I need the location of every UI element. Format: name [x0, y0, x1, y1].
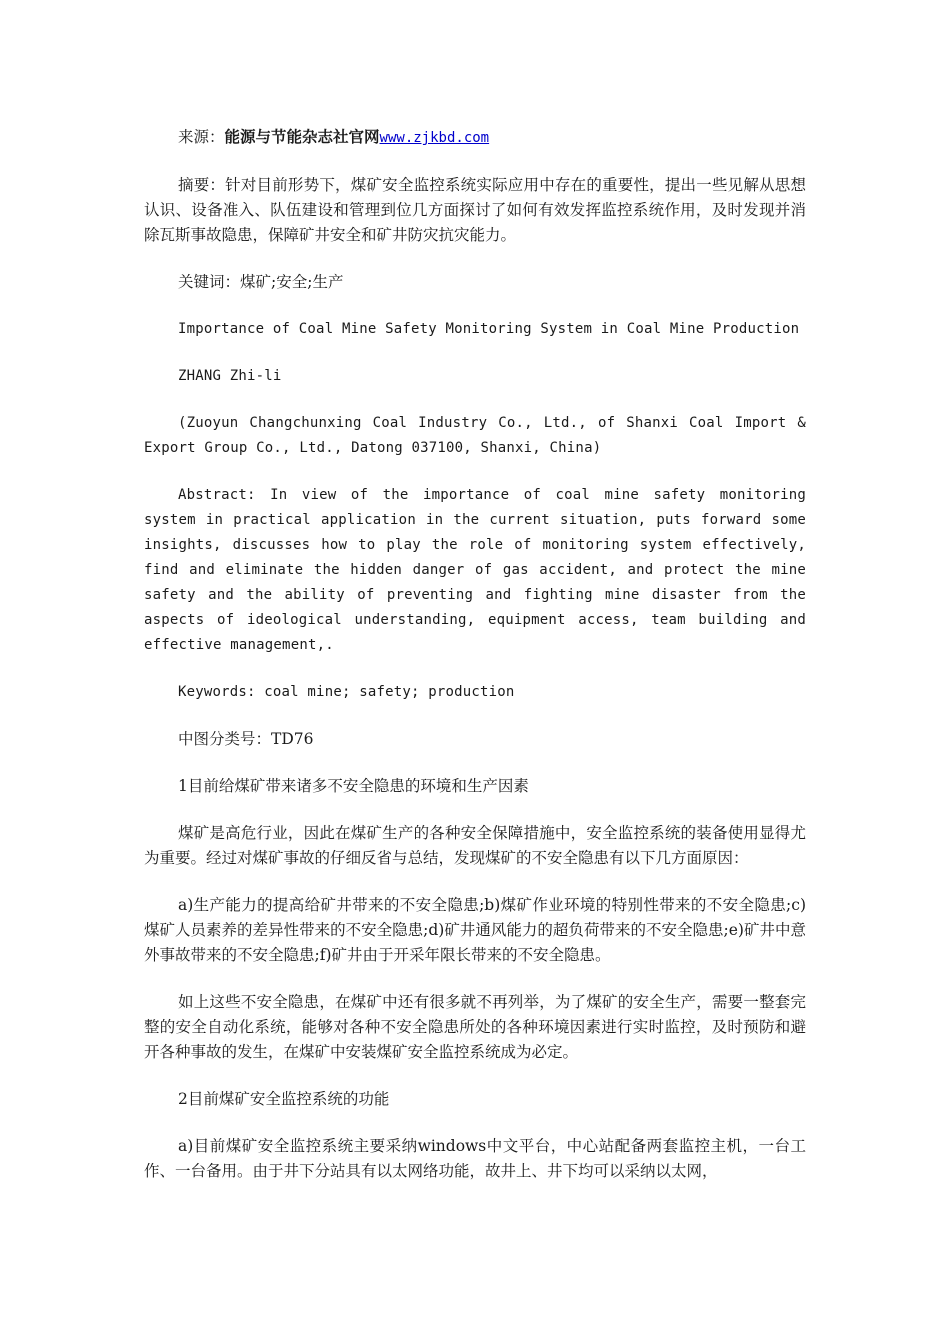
abstract-cn: 摘要：针对目前形势下，煤矿安全监控系统实际应用中存在的重要性，提出一些见解从思想认识、设备准入、队伍建设和管理到位几方面探讨了如何有效发挥监控系统作用，及时发现并消除瓦斯事故隐患，保障矿井安全和矿井防灾抗灾能力。	[144, 176, 806, 244]
keywords-cn: 关键词：煤矿;安全;生产	[178, 273, 344, 291]
classification-number: 中图分类号：TD76	[178, 730, 314, 748]
section2-heading: 2目前煤矿安全监控系统的功能	[178, 1090, 390, 1108]
source-line	[144, 124, 806, 151]
section1-heading: 1目前给煤矿带来诸多不安全隐患的环境和生产因素	[178, 777, 529, 795]
keywords-en: Keywords: coal mine; safety; production	[178, 684, 515, 700]
source-name: 能源与节能杂志社官网	[224, 127, 380, 146]
title-en: Importance of Coal Mine Safety Monitoring System in Coal Mine Production	[178, 321, 800, 337]
section2-paragraph-1: a)目前煤矿安全监控系统主要采纳windows中文平台，中心站配备两套监控主机，一台工作、一台备用。由于井下分站具有以太网络功能，故井上、井下均可以采纳以太网，	[144, 1137, 806, 1180]
abstract-en: Abstract: In view of the importance of coal mine safety monitoring system in practical application in the current situation, puts forward some insights, discusses how to play the role of monitoring system effectively, find and eliminate the hidden danger of gas accident, and protect the mine safety and the ability of preventing and fighting mine disaster from the aspects of ideological understanding, equipment access, team building and effective management,.	[144, 487, 806, 653]
affiliation-en: (Zuoyun Changchunxing Coal Industry Co., Ltd., of Shanxi Coal Import & Export Group Co., Ltd., Datong 037100, Shanxi, China)	[144, 415, 806, 456]
source-label: 来源：	[178, 128, 225, 146]
section1-paragraph-2: a)生产能力的提高给矿井带来的不安全隐患;b)煤矿作业环境的特别性带来的不安全隐患;c)煤矿人员素养的差异性带来的不安全隐患;d)矿井通风能力的超负荷带来的不安全隐患;e)矿井中意外事故带来的不安全隐患;f)矿井由于开采年限长带来的不安全隐患。	[144, 896, 806, 964]
section1-paragraph-1: 煤矿是高危行业，因此在煤矿生产的各种安全保障措施中，安全监控系统的装备使用显得尤为重要。经过对煤矿事故的仔细反省与总结，发现煤矿的不安全隐患有以下几方面原因：	[144, 824, 806, 867]
document-page	[144, 124, 806, 1206]
author-en: ZHANG Zhi-li	[178, 368, 282, 384]
source-link[interactable]: www.zjkbd.com	[379, 130, 490, 146]
section1-paragraph-3: 如上这些不安全隐患，在煤矿中还有很多就不再列举，为了煤矿的安全生产，需要一整套完整的安全自动化系统，能够对各种不安全隐患所处的各种环境因素进行实时监控，及时预防和避开各种事故的发生，在煤矿中安装煤矿安全监控系统成为必定。	[144, 993, 806, 1061]
